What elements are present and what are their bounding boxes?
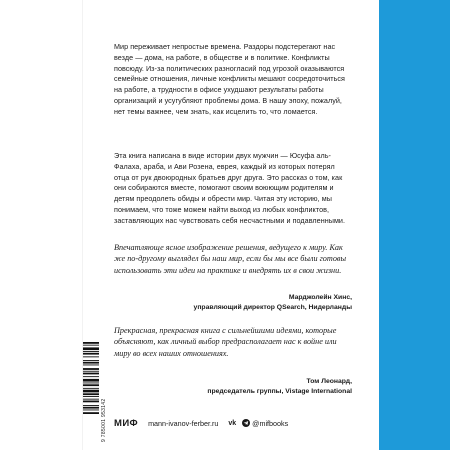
barcode-bar	[83, 345, 99, 346]
publisher-logo: МИФ	[114, 417, 139, 429]
description-paragraph-1: Мир переживает непростые времена. Раздоры подстерегают нас везде — дома, на работе, в обществе и в политике. Конфликты повсюду. Из-за политических разногласий под угрозой оказываются семейные отношения, личные конфликты мешают сосредоточиться на работе, а трудности в офисе ухудшают результаты работы организаций и усугубляют проблемы дома. В нашу эпоху, пожалуй, нет темы важнее, чем знать, как исцелить то, что ломается.	[114, 42, 345, 116]
barcode-bar	[83, 412, 99, 414]
reviewer-name: Марджолейн Хинс,	[288, 294, 352, 301]
barcode-bar	[83, 396, 99, 397]
review-attribution-1	[194, 293, 352, 313]
cover-spine	[379, 0, 450, 450]
barcode-bar	[83, 362, 99, 364]
reviewer-name: Том Леонард,	[306, 378, 352, 385]
barcode-bar	[83, 356, 99, 357]
barcode-bar	[83, 373, 99, 375]
reviewer-role: управляющий директор QSearch, Нидерланды	[193, 304, 352, 311]
barcode-bar	[83, 365, 99, 366]
barcode-bar	[83, 371, 99, 372]
review-quote-2: Прекрасная, прекрасная книга с сильнейшими идеями, которые объясняют, как личный выбор предрасполагает нас к войне или миру во всех наших отношениях.	[114, 326, 337, 358]
barcode-bar	[83, 405, 99, 406]
review-attribution-2	[207, 377, 352, 397]
barcode-bar	[83, 347, 99, 350]
barcode-bar	[83, 399, 99, 400]
barcode-bar	[83, 376, 99, 377]
barcode-bar	[83, 390, 99, 393]
barcode-bar	[83, 342, 99, 344]
isbn-number: 9 785001 953142	[101, 398, 107, 442]
vk-icon[interactable]: vk	[228, 419, 237, 427]
review-quote-1: Впечатляюще ясное изображение решения, ведущего к миру. Как же по-другому выглядел бы наш мир, если бы мы все были готовы использовать эти идеи на практике и внедрять их в свои жизни.	[114, 243, 347, 275]
barcode-bar	[83, 388, 99, 389]
barcode-bar	[83, 360, 99, 361]
barcode-bar	[83, 393, 99, 395]
barcode-bar	[83, 401, 99, 403]
reviewer-role: председатель группы, Vistage International	[207, 388, 352, 395]
barcode-bars	[83, 340, 99, 440]
barcode-bar	[83, 407, 99, 409]
publisher-url[interactable]: mann-ivanov-ferber.ru	[148, 418, 219, 428]
barcode-bar	[83, 351, 99, 352]
barcode-bar	[83, 384, 99, 386]
telegram-icon[interactable]	[242, 419, 250, 427]
barcode-bar	[83, 379, 99, 382]
social-handle[interactable]: @mifbooks	[252, 418, 289, 428]
publisher-footer	[114, 416, 288, 430]
barcode-bar	[83, 383, 99, 384]
description-paragraph-2: Эта книга написана в виде истории двух мужчин — Юсуфа аль-Фалаха, араба, и Ави Розена, еврея, каждый из которых потерял отца от рук двоюродных братьев друг друга. Это рассказ о том, как они собираются вместе, помогают своим воюющим родителям и детям преодолеть обиды и обрести мир. Читая эту историю, мы понимаем, что тоже можем найти выход из любых конфликтов, заставляющих нас чувствовать себя несчастными и подавленными.	[114, 151, 346, 225]
barcode-bar	[83, 368, 99, 370]
barcode-bar	[83, 353, 99, 355]
barcode-bar	[83, 410, 99, 411]
